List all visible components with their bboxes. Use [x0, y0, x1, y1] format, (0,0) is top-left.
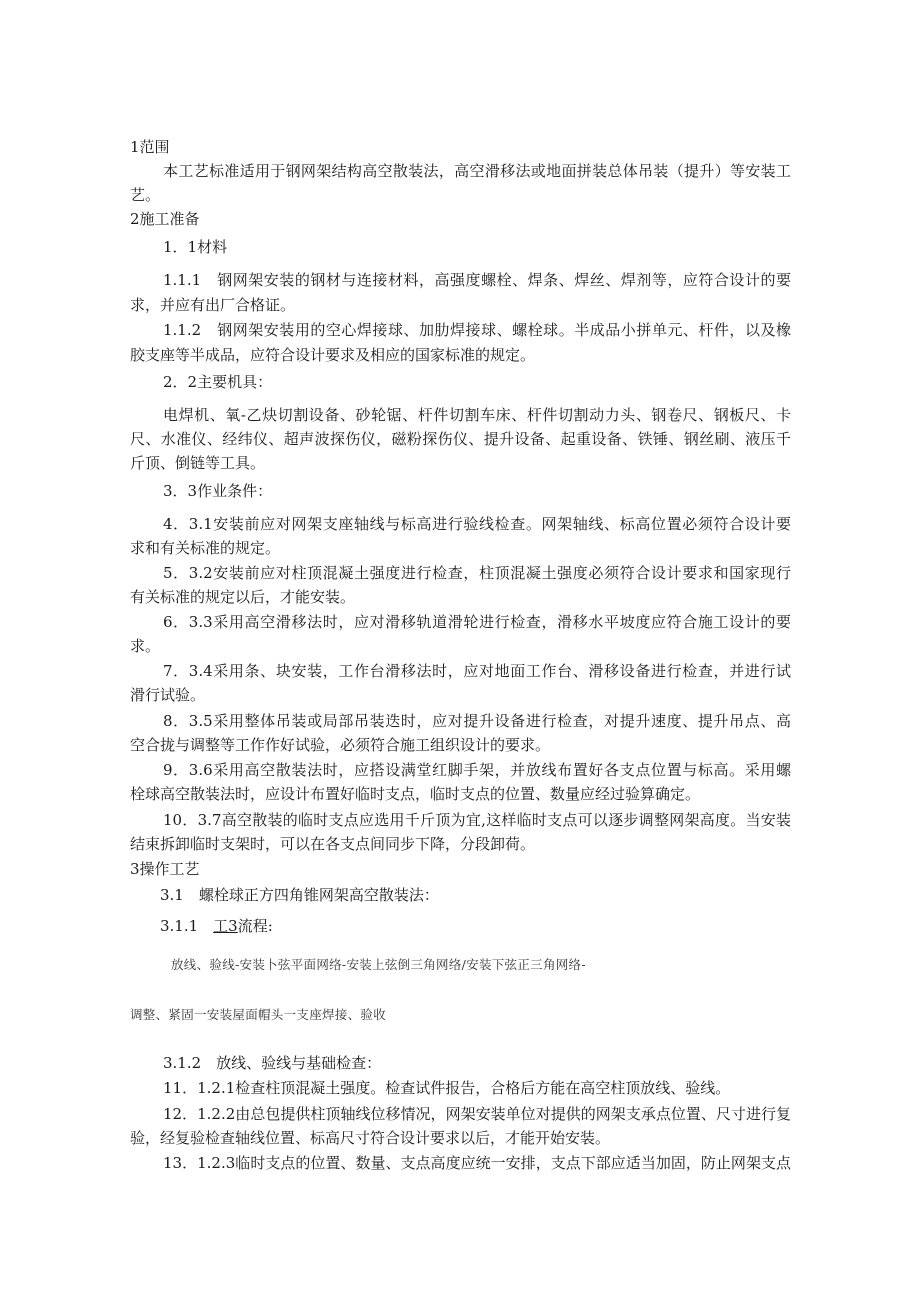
section-3-heading: 3操作工艺 [130, 860, 200, 878]
step-11: 11．1.2.1检查柱顶混凝土强度。检查试件报告，合格后方能在高空柱顶放线、验线。 [163, 1079, 731, 1097]
flow-line-2: 调整、紧固一安装屋面帽头一支座焊接、验收 [130, 1007, 387, 1022]
condition-8-line-1: 8．3.5采用整体吊装或局部吊装迭时，应对提升设备进行检查，对提升速度、提升吊点、高 [163, 712, 791, 730]
section-2-1-heading: 1．1材料 [163, 238, 228, 256]
section-1-body-line-1: 本工艺标准适用于钢网架结构高空散装法，高空滑移法或地面拼装总体吊装（提升）等安装工 [163, 162, 791, 180]
condition-7-line-2: 滑行试验。 [130, 686, 206, 704]
condition-10-line-2: 结束拆卸临时支架时，可以在各支点间同步下降，分段卸荷。 [130, 835, 536, 853]
section-1-body-line-2: 艺。 [130, 186, 161, 204]
section-3-1-heading: 3.1 螺栓球正方四角锥网架高空散装法： [160, 886, 439, 904]
clause-1-1-2-line-2: 胶支座等半成品，应符合设计要求及相应的国家标准的规定。 [130, 346, 536, 364]
equipment-line-1: 电焊机、氧-乙炔切割设备、砂轮锯、杆件切割车床、杆件切割动力头、钢卷尺、钢板尺、卡 [163, 406, 791, 424]
section-1-heading: 1范围 [130, 138, 170, 156]
condition-6-line-1: 6．3.3采用高空滑移法时，应对滑移轨道滑轮进行检查，滑移水平坡度应符合施工设计的要 [163, 613, 791, 631]
condition-4-line-2: 求和有关标准的规定。 [130, 539, 281, 557]
condition-5-line-1: 5．3.2安装前应对柱顶混凝土强度进行检查，柱顶混凝土强度必须符合设计要求和国家现行 [163, 564, 791, 582]
condition-9-line-1: 9．3.6采用高空散装法时，应搭设满堂红脚手架，并放线布置好各支点位置与标高。采用螺 [163, 761, 791, 779]
section-2-3-heading: 3．3作业条件： [163, 482, 273, 500]
clause-1-1-1-line-1: 1.1.1 钢网架安装的钢材与连接材料，高强度螺栓、焊条、焊丝、焊剂等，应符合设计的要 [163, 271, 791, 289]
condition-7-line-1: 7．3.4采用条、块安装，工作台滑移法时，应对地面工作台、滑移设备进行检查，并进行试 [163, 662, 791, 680]
condition-4-line-1: 4．3.1安装前应对网架支座轴线与标高进行验线检查。网架轴线、标高位置必须符合设计要 [163, 515, 791, 533]
section-3-1-1-underlined: 工3 [213, 917, 238, 935]
condition-10-line-1: 10．3.7高空散装的临时支点应选用千斤顶为宜,这样临时支点可以逐步调整网架高度。当安装 [163, 811, 791, 829]
section-2-2-heading: 2．2主要机具： [163, 373, 273, 391]
section-3-1-1-suffix: 流程: [237, 917, 273, 935]
flow-line-1: 放线、验线-安装卜弦平面网络-安装上弦倒三角网络/安装下弦正三角网络- [171, 957, 586, 972]
equipment-line-3: 斤顶、倒链等工具。 [130, 454, 266, 472]
step-12-line-2: 验，经复验检查轴线位置、标高尺寸符合设计要求以后，才能开始安装。 [130, 1129, 611, 1147]
condition-8-line-2: 空合拢与调整等工作作好试验，必须符合施工组织设计的要求。 [130, 736, 551, 754]
step-13-line-1: 13．1.2.3临时支点的位置、数量、支点高度应统一安排，支点下部应适当加固，防止网架支点 [163, 1154, 791, 1172]
section-2-heading: 2施工准备 [130, 210, 200, 228]
condition-6-line-2: 求。 [130, 637, 161, 655]
step-12-line-1: 12．1.2.2由总包提供柱顶轴线位移情况，网架安装单位对提供的网架支承点位置、尺寸进行复 [163, 1105, 791, 1123]
section-3-1-2-heading: 3.1.2 放线、验线与基础检查： [163, 1054, 382, 1072]
section-3-1-1-heading [160, 916, 273, 936]
clause-1-1-1-line-2: 求，并应有出厂合格证。 [130, 296, 296, 314]
section-3-1-1-number: 3.1.1 [160, 917, 214, 935]
clause-1-1-2-line-1: 1.1.2 钢网架安装用的空心焊接球、加肋焊接球、螺栓球。半成品小拼单元、杆件，以及橡 [163, 321, 791, 339]
condition-5-line-2: 有关标准的规定以后，才能安装。 [130, 588, 356, 606]
condition-9-line-2: 栓球高空散装法时，应设计布置好临时支点，临时支点的位置、数量应经过验算确定。 [130, 785, 701, 803]
equipment-line-2: 尺、水准仪、经纬仪、超声波探伤仪，磁粉探伤仪、提升设备、起重设备、铁锤、钢丝刷、液压千 [130, 430, 791, 448]
